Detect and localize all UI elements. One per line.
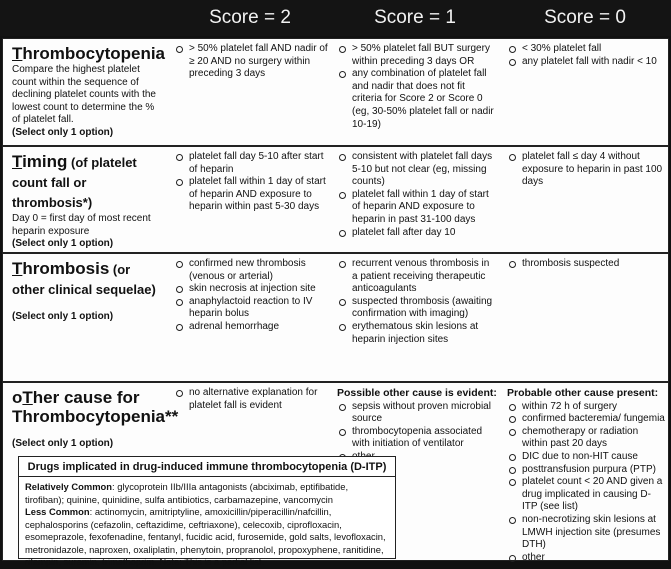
score-0-cell <box>501 147 668 189</box>
radio-circle-icon[interactable] <box>509 261 516 268</box>
option[interactable]: any combination of platelet fall and nadir that does not fit criteria for Score 2 or Score 0 (eg, 30-50% platelet fall or nadir 10-19) <box>337 68 497 131</box>
radio-circle-icon[interactable] <box>339 46 346 53</box>
radio-circle-icon[interactable] <box>176 324 183 331</box>
row-timing <box>3 147 668 254</box>
radio-circle-icon[interactable] <box>509 555 516 562</box>
select-note: (Select only 1 option) <box>12 126 114 138</box>
row-description: Day 0 = first day of most recent heparin exposure <box>12 213 151 237</box>
relatively-common-drugs: Relatively Common: glycoprotein IIb/IIIa antagonists (abciximab, eptifibatide, tirofiban); quinine, quinidine, sulfa antibiotics, carbamazepine, vancomycin <box>25 481 349 505</box>
option[interactable]: platelet fall ≤ day 4 without exposure to heparin in past 100 days <box>507 151 665 189</box>
radio-circle-icon[interactable] <box>339 404 346 411</box>
radio-circle-icon[interactable] <box>339 261 346 268</box>
radio-circle-icon[interactable] <box>339 192 346 199</box>
score-2-cell <box>168 254 333 334</box>
select-note: (Select only 1 option) <box>12 311 114 322</box>
option[interactable]: thrombocytopenia associated with initiation of ventilator <box>337 426 497 451</box>
radio-circle-icon[interactable] <box>339 324 346 331</box>
score-2-cell <box>168 147 333 214</box>
option[interactable]: platelet fall within 1 day of start of heparin AND exposure to heparin in past 31-100 days <box>337 189 497 227</box>
option[interactable]: consistent with platelet fall days 5-10 but not clear (eg, missing counts) <box>337 151 497 189</box>
score-1-cell <box>331 254 501 346</box>
score-0-cell <box>501 383 668 564</box>
4ts-score-table <box>2 38 669 567</box>
radio-circle-icon[interactable] <box>176 261 183 268</box>
score-1-cell <box>331 39 501 131</box>
option[interactable]: other <box>507 552 665 565</box>
row-label <box>3 383 179 451</box>
row-label <box>3 254 168 324</box>
row-title: oTher cause for Thrombocytopenia** <box>12 388 179 426</box>
option[interactable]: platelet fall within 1 day of start of heparin AND exposure to heparin within past 5-30 days <box>174 176 329 214</box>
option[interactable]: posttransfusion purpura (PTP) <box>507 464 665 477</box>
radio-circle-icon[interactable] <box>509 46 516 53</box>
header-score-2: Score = 2 <box>209 7 291 28</box>
radio-circle-icon[interactable] <box>339 71 346 78</box>
radio-circle-icon[interactable] <box>339 230 346 237</box>
option[interactable]: platelet count < 20 AND given a drug implicated in causing D-ITP (see list) <box>507 476 665 514</box>
radio-circle-icon[interactable] <box>509 454 516 461</box>
radio-circle-icon[interactable] <box>509 517 516 524</box>
radio-circle-icon[interactable] <box>509 404 516 411</box>
option[interactable]: DIC due to non-HIT cause <box>507 451 665 464</box>
select-note: (Select only 1 option) <box>12 238 114 250</box>
ditp-drug-box <box>18 456 396 567</box>
option[interactable]: thrombosis suspected <box>507 258 665 271</box>
option[interactable]: skin necrosis at injection site <box>174 283 329 296</box>
radio-circle-icon[interactable] <box>176 390 183 397</box>
radio-circle-icon[interactable] <box>176 154 183 161</box>
radio-circle-icon[interactable] <box>509 416 516 423</box>
row-label <box>3 39 168 140</box>
option[interactable]: platelet fall after day 10 <box>337 227 497 240</box>
row-label <box>3 147 168 251</box>
radio-circle-icon[interactable] <box>176 299 183 306</box>
ditp-body <box>19 477 395 569</box>
score-0-cell <box>501 254 668 271</box>
option[interactable]: > 50% platelet fall AND nadir of ≥ 20 AND no surgery within preceding 3 days <box>174 43 329 81</box>
score-2-cell <box>168 39 333 81</box>
header-score-0: Score = 0 <box>544 7 626 28</box>
row-title: Thrombosis (or other clinical sequelae) <box>12 259 156 297</box>
score-1-cell <box>331 147 501 239</box>
score-0-cell <box>501 39 668 68</box>
option[interactable]: confirmed new thrombosis (venous or arterial) <box>174 258 329 283</box>
option[interactable]: confirmed bacteremia/ fungemia <box>507 413 665 426</box>
option[interactable]: platelet fall day 5-10 after start of heparin <box>174 151 329 176</box>
radio-circle-icon[interactable] <box>339 429 346 436</box>
row-thrombosis <box>3 254 668 383</box>
score-2-cell <box>168 383 333 412</box>
radio-circle-icon[interactable] <box>176 46 183 53</box>
option[interactable]: recurrent venous thrombosis in a patient receiving therapeutic anticoagulants <box>337 258 497 296</box>
option[interactable]: < 30% platelet fall <box>507 43 665 56</box>
score-header-row <box>0 0 671 36</box>
option[interactable]: anaphylactoid reaction to IV heparin bolus <box>174 296 329 321</box>
row-title: Timing (of platelet count fall or thrombosis*) <box>12 152 137 210</box>
possible-cause-heading: Possible other cause is evident: <box>337 387 497 399</box>
radio-circle-icon[interactable] <box>339 154 346 161</box>
option[interactable]: adrenal hemorrhage <box>174 321 329 334</box>
option[interactable]: within 72 h of surgery <box>507 401 665 414</box>
score-1-cell <box>331 383 501 464</box>
option[interactable]: no alternative explanation for platelet fall is evident <box>174 387 329 412</box>
radio-circle-icon[interactable] <box>509 467 516 474</box>
radio-circle-icon[interactable] <box>509 429 516 436</box>
option[interactable]: chemotherapy or radiation within past 20 days <box>507 426 665 451</box>
radio-circle-icon[interactable] <box>339 299 346 306</box>
radio-circle-icon[interactable] <box>509 479 516 486</box>
row-description: Compare the highest platelet count within the sequence of declining platelet counts with the lowest count to determine the % of platelet fall. <box>12 64 156 126</box>
option[interactable]: any platelet fall with nadir < 10 <box>507 56 665 69</box>
option[interactable]: > 50% platelet fall BUT surgery within preceding 3 days OR <box>337 43 497 68</box>
radio-circle-icon[interactable] <box>509 154 516 161</box>
option[interactable]: sepsis without proven microbial source <box>337 401 497 426</box>
probable-cause-heading: Probable other cause present: <box>507 387 659 399</box>
less-common-drugs: Less Common: actinomycin, amitriptyline, amoxicillin/piperacillin/nafcillin, cephalosporins (cefazolin, ceftazidime, ceftriaxone), celecoxib, ciprofloxacin, esomeprazole, fexofenadine, fentanyl, fucidic acid, furosemide, gold salts, levofloxacin, metronidazole, naproxen, oxaliplatin, phenytoin, propranolol, propoxyphene, ranitidine, rifampin, suramin, trimethoprim. Note: This is a partial list. <box>25 506 386 567</box>
option[interactable]: suspected thrombosis (awaiting confirmation with imaging) <box>337 296 497 321</box>
ditp-title: Drugs implicated in drug-induced immune thrombocytopenia (D-ITP) <box>19 457 395 477</box>
radio-circle-icon[interactable] <box>509 59 516 66</box>
select-note: (Select only 1 option) <box>12 438 114 449</box>
option[interactable]: non-necrotizing skin lesions at LMWH injection site (presumes DTH) <box>507 514 665 552</box>
option[interactable]: erythematous skin lesions at heparin injection sites <box>337 321 497 346</box>
radio-circle-icon[interactable] <box>176 286 183 293</box>
radio-circle-icon[interactable] <box>176 179 183 186</box>
header-score-1: Score = 1 <box>374 7 456 28</box>
row-thrombocytopenia <box>3 39 668 147</box>
row-title: Thrombocytopenia <box>12 44 166 63</box>
